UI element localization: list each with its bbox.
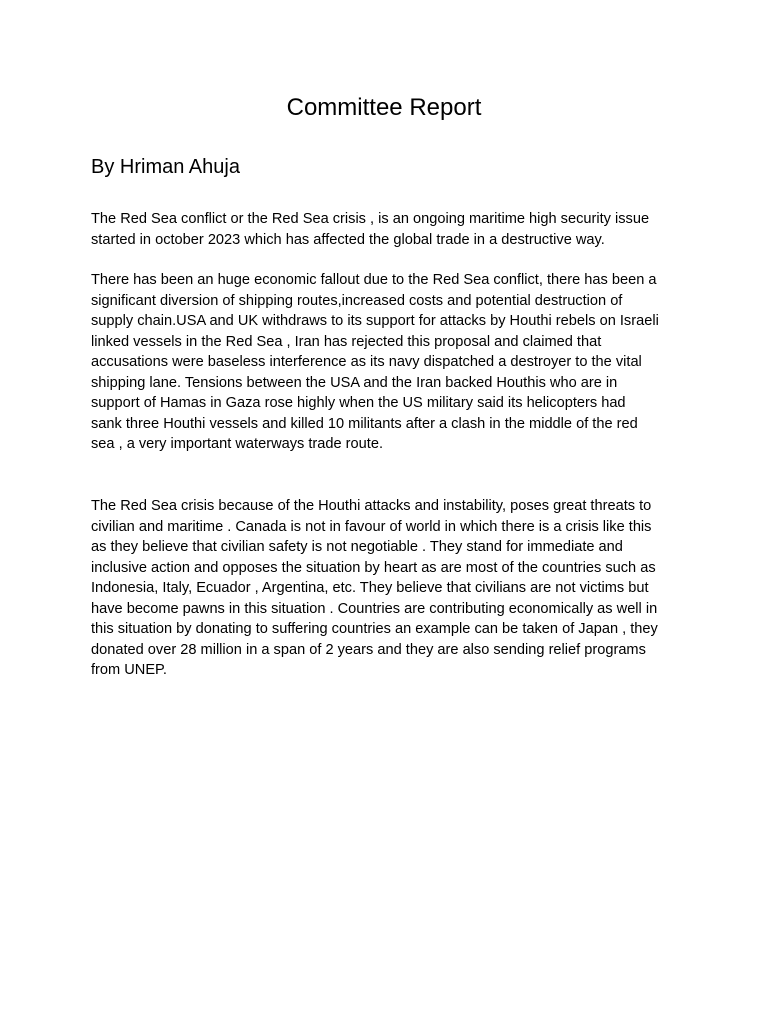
- paragraph-1: The Red Sea conflict or the Red Sea crisis , is an ongoing maritime high security issue started in october 2023 which has affected the global trade in a destructive way.: [91, 211, 650, 248]
- document-title: Committee Report: [286, 94, 482, 121]
- paragraph-3: The Red Sea crisis because of the Houthi attacks and instability, poses great threats to civilian and maritime . Canada is not in favour of world in which there is a crisis like this as they believe that civilian safety is not negotiable . They stand for immediate and inclusive action and opposes the situation by heart as are most of the countries such as Indonesia, Italy, Ecuador , Argentina, etc. They believe that civilians are not victims but have become pawns in this situation . Countries are contributing economically as well in this situation by donating to suffering countries an example can be taken of Japan , they donated over 28 million in a span of 2 years and they are also sending relief programs from UNEP.: [91, 498, 658, 678]
- document-author: By Hriman Ahuja: [91, 156, 240, 178]
- paragraph-2: There has been an huge economic fallout due to the Red Sea conflict, there has been a significant diversion of shipping routes,increased costs and potential destruction of supply chain.USA and UK withdraws to its support for attacks by Houthi rebels on Israeli linked vessels in the Red Sea , Iran has rejected this proposal and claimed that accusations were baseless interference as its navy dispatched a destroyer to the vital shipping lane. Tensions between the USA and the Iran backed Houthis who are in support of Hamas in Gaza rose highly when the US military said its helicopters had sank three Houthi vessels and killed 10 militants after a clash in the middle of the red sea , a very important waterways trade route.: [91, 272, 659, 452]
